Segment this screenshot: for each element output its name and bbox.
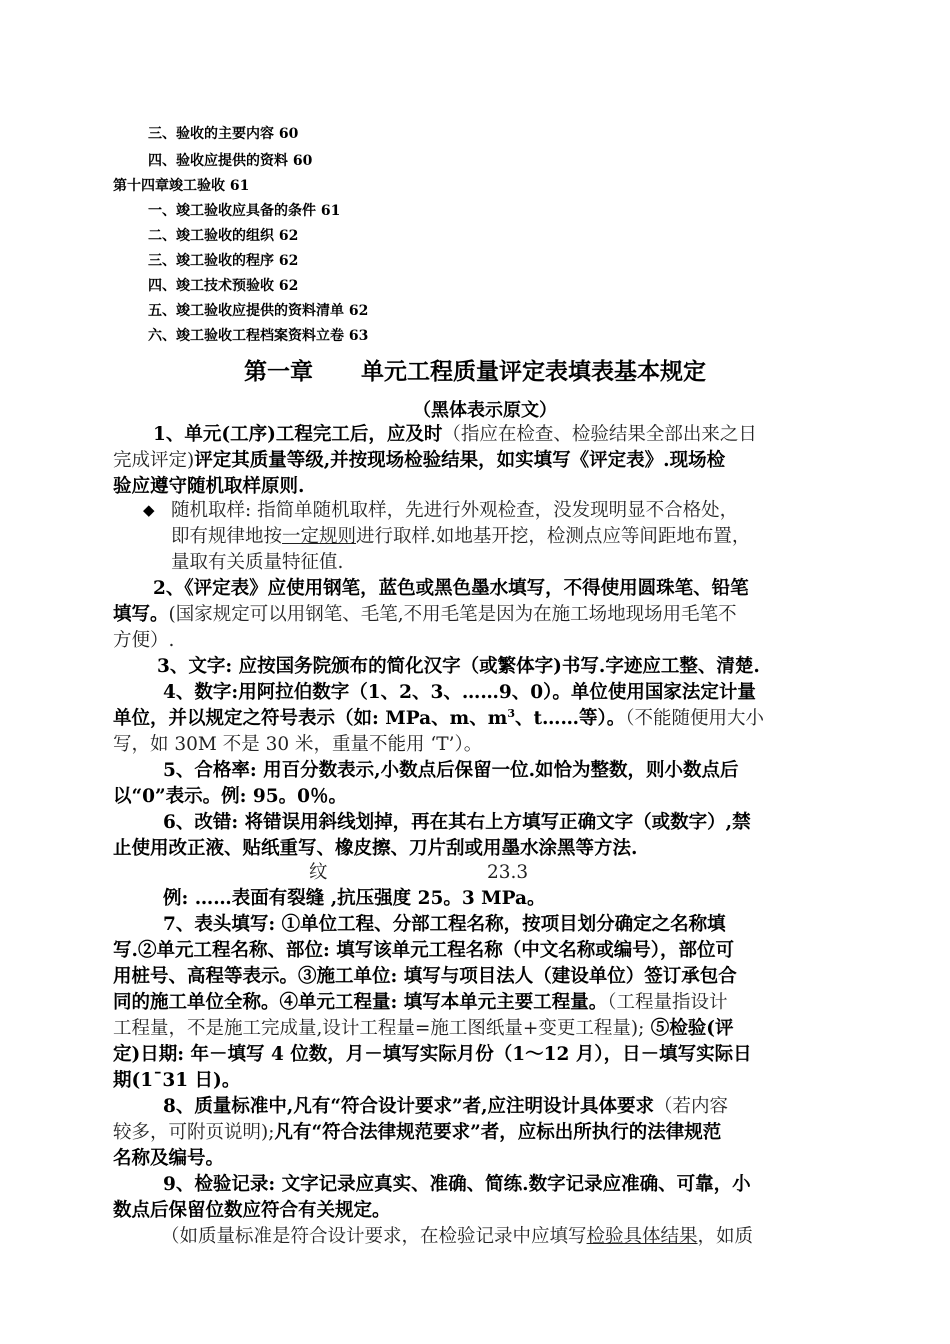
chapter-title xyxy=(0,352,950,392)
paragraph-9-line-3: （如质量标准是符合设计要求，在检验记录中应填写检验具体结果，如质 xyxy=(161,1226,754,1247)
paragraph-1-line-2: 完成评定)评定其质量等级,并按现场检验结果，如实填写《评定表》.现场检 xyxy=(113,450,726,471)
toc-item: 五、竣工验收应提供的资料清单 62 xyxy=(148,303,369,319)
chapter-name: 单元工程质量评定表填表基本规定 xyxy=(361,359,706,385)
paragraph-7-line-7: 期(1¯31 日)。 xyxy=(113,1070,241,1091)
toc-item: 一、竣工验收应具备的条件 61 xyxy=(148,203,341,219)
paragraph-6-example: 例: ……表面有裂缝 ,抗压强度 25。3 MPa。 xyxy=(163,888,546,909)
paragraph-7-line-2: 写.②单元工程名称、部位: 填写该单元工程名称（中文名称或编号），部位可 xyxy=(113,940,734,961)
paragraph-4-line-1: 4、数字:用阿拉伯数字（1、2、3、……9、0）。单位使用国家法定计量 xyxy=(163,682,756,703)
toc-item: 二、竣工验收的组织 62 xyxy=(148,228,299,244)
correction-text-1: 纹 xyxy=(309,862,328,883)
paragraph-7-line-4: 同的施工单位全称。④单元工程量: 填写本单元主要工程量。（工程量指设计 xyxy=(113,992,728,1013)
correction-text-2: 23.3 xyxy=(487,862,529,883)
paragraph-9-line-2: 数点后保留位数应符合有关规定。 xyxy=(113,1200,391,1221)
paragraph-7-line-1: 7、表头填写: ①单位工程、分部工程名称，按项目划分确定之名称填 xyxy=(163,914,726,935)
paragraph-6-line-1: 6、改错: 将错误用斜线划掉，再在其右上方填写正确文字（或数字）,禁 xyxy=(163,812,751,833)
toc-item: 三、竣工验收的程序 62 xyxy=(148,253,299,269)
paragraph-5-line-1: 5、合格率: 用百分数表示,小数点后保留一位.如恰为整数，则小数点后 xyxy=(163,760,739,781)
bullet-line-1: 随机取样: 指简单随机取样，先进行外观检查，没发现明显不合格处， xyxy=(171,500,739,521)
paragraph-7-line-5: 工程量，不是施工完成量,设计工程量=施工图纸量+变更工程量); ⑤检验(评 xyxy=(113,1018,734,1039)
paragraph-8-line-2: 较多，可附页说明);凡有“符合法律规范要求”者，应标出所执行的法律规范 xyxy=(113,1122,722,1143)
toc-item: 六、竣工验收工程档案资料立卷 63 xyxy=(148,328,369,344)
paragraph-7-line-3: 用桩号、高程等表示。③施工单位: 填写与项目法人（建设单位）签订承包合 xyxy=(113,966,737,987)
paragraph-6-line-2: 止使用改正液、贴纸重写、橡皮擦、刀片刮或用墨水涂黑等方法. xyxy=(113,838,638,859)
toc-item: 四、竣工技术预验收 62 xyxy=(148,278,299,294)
paragraph-3-line-1: 3、文字: 应按国务院颁布的简化汉字（或繁体字)书写.字迹应工整、清楚. xyxy=(157,656,760,677)
toc-item: 四、验收应提供的资料 60 xyxy=(148,153,313,169)
paragraph-2-line-2: 填写。(国家规定可以用钢笔、毛笔,不用毛笔是因为在施工场地现场用毛笔不 xyxy=(113,604,737,625)
paragraph-5-line-2: 以“0”表示。例: 95。0％。 xyxy=(113,786,348,807)
paragraph-8-line-1: 8、质量标准中,凡有“符合设计要求”者,应注明设计具体要求（若内容 xyxy=(163,1096,729,1117)
paragraph-1-line-1: 1、单元(工序)工程完工后，应及时（指应在检查、检验结果全部出来之日 xyxy=(153,424,757,445)
paragraph-9-line-1: 9、检验记录: 文字记录应真实、准确、简练.数字记录应准确、可靠，小 xyxy=(163,1174,751,1195)
paragraph-4-line-3: 写，如 30M 不是 30 米，重量不能用 ‘T’）。 xyxy=(113,734,483,755)
paragraph-2-line-1: 2、《评定表》应使用钢笔，蓝色或黑色墨水填写，不得使用圆珠笔、铅笔 xyxy=(153,578,749,599)
toc-chapter: 第十四章竣工验收 61 xyxy=(113,178,250,194)
paragraph-8-line-3: 名称及编号。 xyxy=(113,1148,225,1169)
bullet-line-3: 量取有关质量特征值. xyxy=(171,552,344,573)
paragraph-7-line-6: 定)日期: 年－填写 4 位数，月－填写实际月份（1～12 月），日－填写实际日 xyxy=(113,1044,752,1065)
toc-item: 三、验收的主要内容 60 xyxy=(148,126,299,142)
paragraph-1-line-3: 验应遵守随机取样原则. xyxy=(113,476,305,497)
paragraph-4-line-2: 单位，并以规定之符号表示（如: MPa、m、$m^3$、t……等）。（不能随便用大小 xyxy=(113,706,765,729)
paragraph-2-line-3: 方便）. xyxy=(113,630,175,651)
diamond-bullet-icon: ◆ xyxy=(143,501,155,519)
subtitle: （黑体表示原文） xyxy=(413,400,557,421)
chapter-number: 第一章 xyxy=(244,359,313,385)
bullet-line-2: 即有规律地按一定规则进行取样.如地基开挖，检测点应等间距地布置， xyxy=(171,526,751,547)
